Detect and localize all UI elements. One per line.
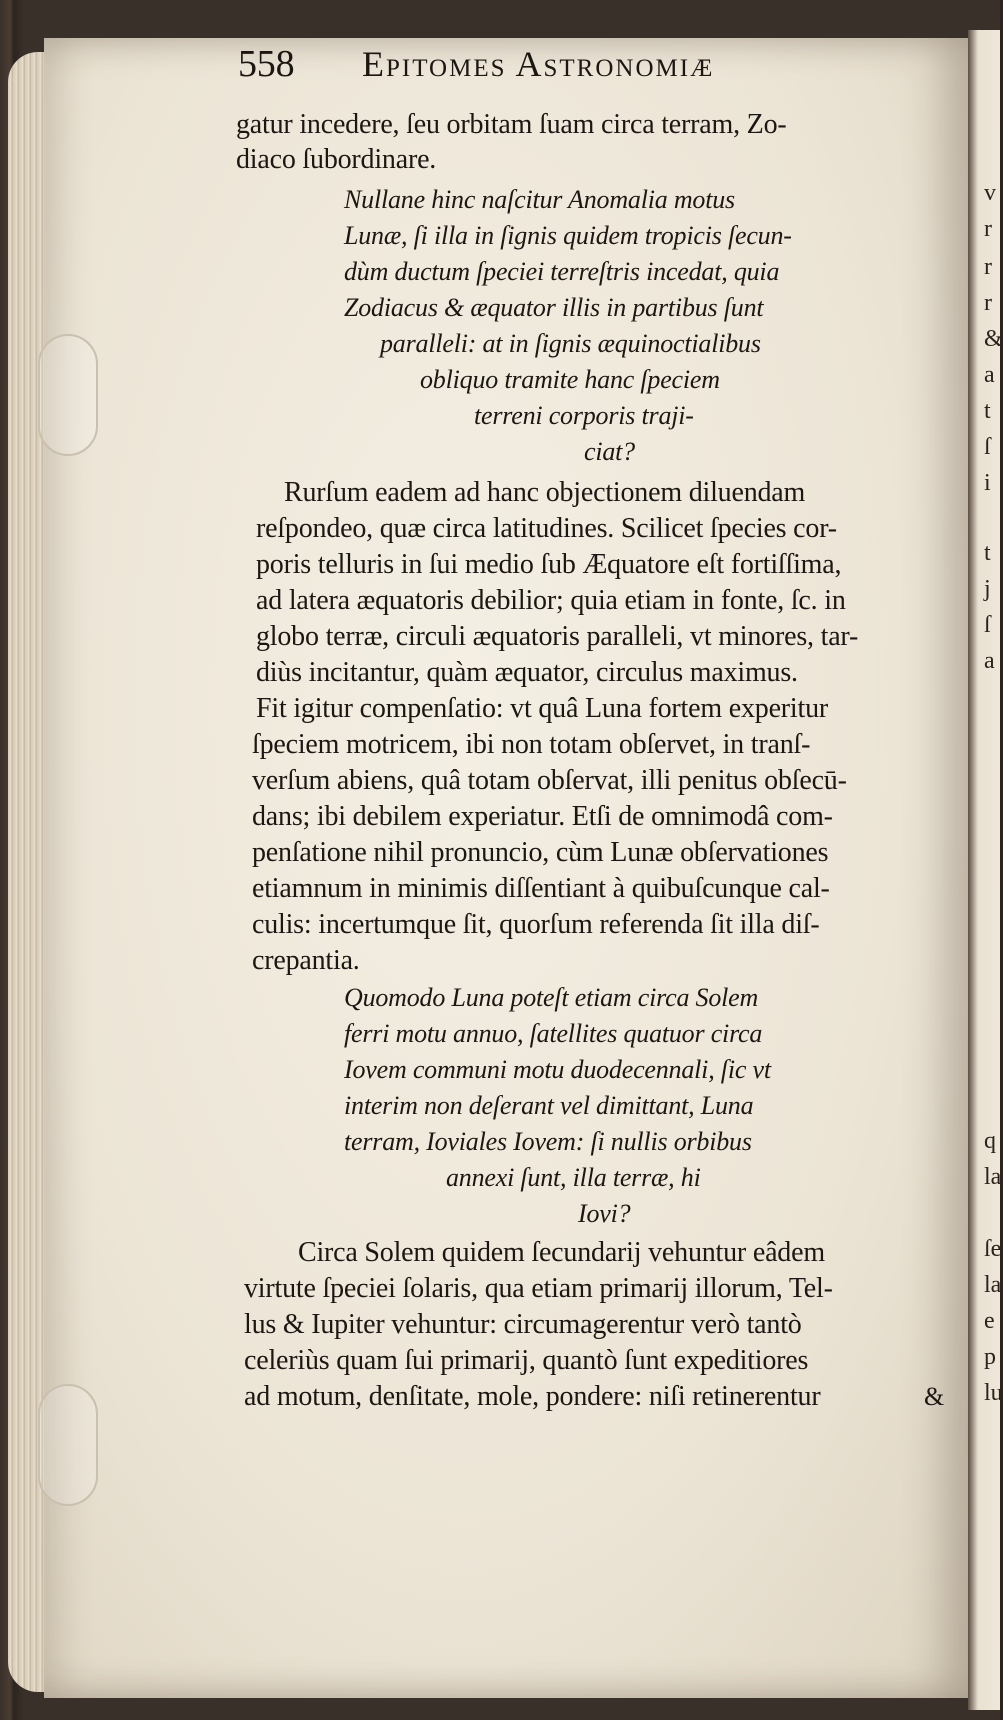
text-line: verſum abiens, quâ totam obſervat, illi penitus obſecū- xyxy=(252,765,847,796)
facing-page-fragment: la xyxy=(984,1272,1002,1298)
facing-page-fragment: t xyxy=(984,540,991,566)
question-line: Nullane hinc naſcitur Anomalia motus xyxy=(344,185,735,214)
text-line: dans; ibi debilem experiatur. Etſi de omnimodâ com- xyxy=(252,801,833,832)
text-line: culis: incertumque ſit, quorſum referenda ſit illa diſ- xyxy=(252,909,820,940)
question-line: ciat? xyxy=(584,437,635,466)
question-line: terreni corporis traji- xyxy=(474,401,694,430)
question-line: dùm ductum ſpeciei terreſtris incedat, quia xyxy=(344,257,780,286)
question-line: Quomodo Luna poteſt etiam circa Solem xyxy=(344,983,759,1012)
text-line: ad latera æquatoris debilior; quia etiam in fonte, ſc. in xyxy=(256,585,846,616)
facing-page-fragment: a xyxy=(984,648,995,674)
facing-page-fragment: la xyxy=(984,1164,1002,1190)
facing-page-fragment: q xyxy=(984,1128,996,1154)
question-line: obliquo tramite hanc ſpeciem xyxy=(420,365,720,394)
facing-page-edge xyxy=(968,30,1000,1710)
facing-page-fragment: r xyxy=(984,216,992,242)
text-line: ſpeciem motricem, ibi non totam obſervet, in tranſ- xyxy=(252,729,811,760)
binding-clip-top xyxy=(38,334,98,456)
text-line: etiamnum in minimis diſſentiant à quibuſcunque cal- xyxy=(252,873,830,904)
facing-page-fragment: ſe xyxy=(984,1236,1002,1262)
text-line: Fit igitur compenſatio: vt quâ Luna fortem experitur xyxy=(256,693,829,724)
catchword: & xyxy=(924,1382,945,1411)
text-line: penſatione nihil pronuncio, cùm Lunæ obſervationes xyxy=(252,837,829,868)
page-number: 558 xyxy=(238,43,295,85)
text-line: gatur incedere, ſeu orbitam ſuam circa terram, Zo- xyxy=(236,109,787,140)
text-line: Circa Solem quidem ſecundarij vehuntur eâdem xyxy=(298,1237,825,1268)
facing-page-fragment: j xyxy=(984,576,991,602)
question-line: terram, Ioviales Iovem: ſi nullis orbibus xyxy=(344,1127,752,1156)
text-line: virtute ſpeciei ſolaris, qua etiam primarij illorum, Tel- xyxy=(244,1273,833,1304)
text-line: Rurſum eadem ad hanc objectionem diluendam xyxy=(284,477,806,508)
facing-page-fragment: i xyxy=(984,470,991,496)
question-line: Lunæ, ſi illa in ſignis quidem tropicis ſecun- xyxy=(344,221,792,250)
question-line: annexi ſunt, illa terræ, hi xyxy=(446,1163,701,1192)
text-line: crepantia. xyxy=(252,945,360,976)
facing-page-fragment: t xyxy=(984,398,991,424)
facing-page-fragment: e xyxy=(984,1308,995,1334)
question-line: paralleli: at in ſignis æquinoctialibus xyxy=(380,329,761,358)
text-line: lus & Iupiter vehuntur: circumagerentur verò tantò xyxy=(244,1309,802,1340)
facing-page-fragment: p xyxy=(984,1344,996,1370)
facing-page-fragment: r xyxy=(984,254,992,280)
facing-page-fragment: a xyxy=(984,362,995,388)
running-head: Epitomes Astronomiæ xyxy=(362,44,715,84)
question-line: Iovem communi motu duodecennali, ſic vt xyxy=(344,1055,771,1084)
text-line: reſpondeo, quæ circa latitudines. Scilicet ſpecies cor- xyxy=(256,513,837,544)
facing-page-fragment: & xyxy=(984,326,1003,352)
text-line: diaco ſubordinare. xyxy=(236,144,437,175)
facing-page-fragment: ſ xyxy=(984,434,991,460)
question-line: Zodiacus & æquator illis in partibus ſunt xyxy=(344,293,764,322)
facing-page-fragment: ſ xyxy=(984,612,991,638)
facing-page-fragment: r xyxy=(984,290,992,316)
text-line: globo terræ, circuli æquatoris paralleli, vt minores, tar- xyxy=(256,621,859,652)
text-line: ad motum, denſitate, mole, pondere: niſi retinerentur xyxy=(244,1381,821,1412)
question-line: ferri motu annuo, ſatellites quatuor circa xyxy=(344,1019,763,1048)
question-line: Iovi? xyxy=(578,1199,631,1228)
text-line: celeriùs quam ſui primarij, quantò ſunt expeditiores xyxy=(244,1345,809,1376)
text-line: poris telluris in ſui medio ſub Æquatore eſt fortiſſima, xyxy=(256,549,842,580)
facing-page-fragment: lu xyxy=(984,1380,1003,1406)
text-line: diùs incitantur, quàm æquator, circulus maximus. xyxy=(256,657,798,688)
facing-page-fragment: v xyxy=(984,180,996,206)
question-line: interim non deſerant vel dimittant, Luna xyxy=(344,1091,754,1120)
binding-clip-bottom xyxy=(38,1384,98,1506)
